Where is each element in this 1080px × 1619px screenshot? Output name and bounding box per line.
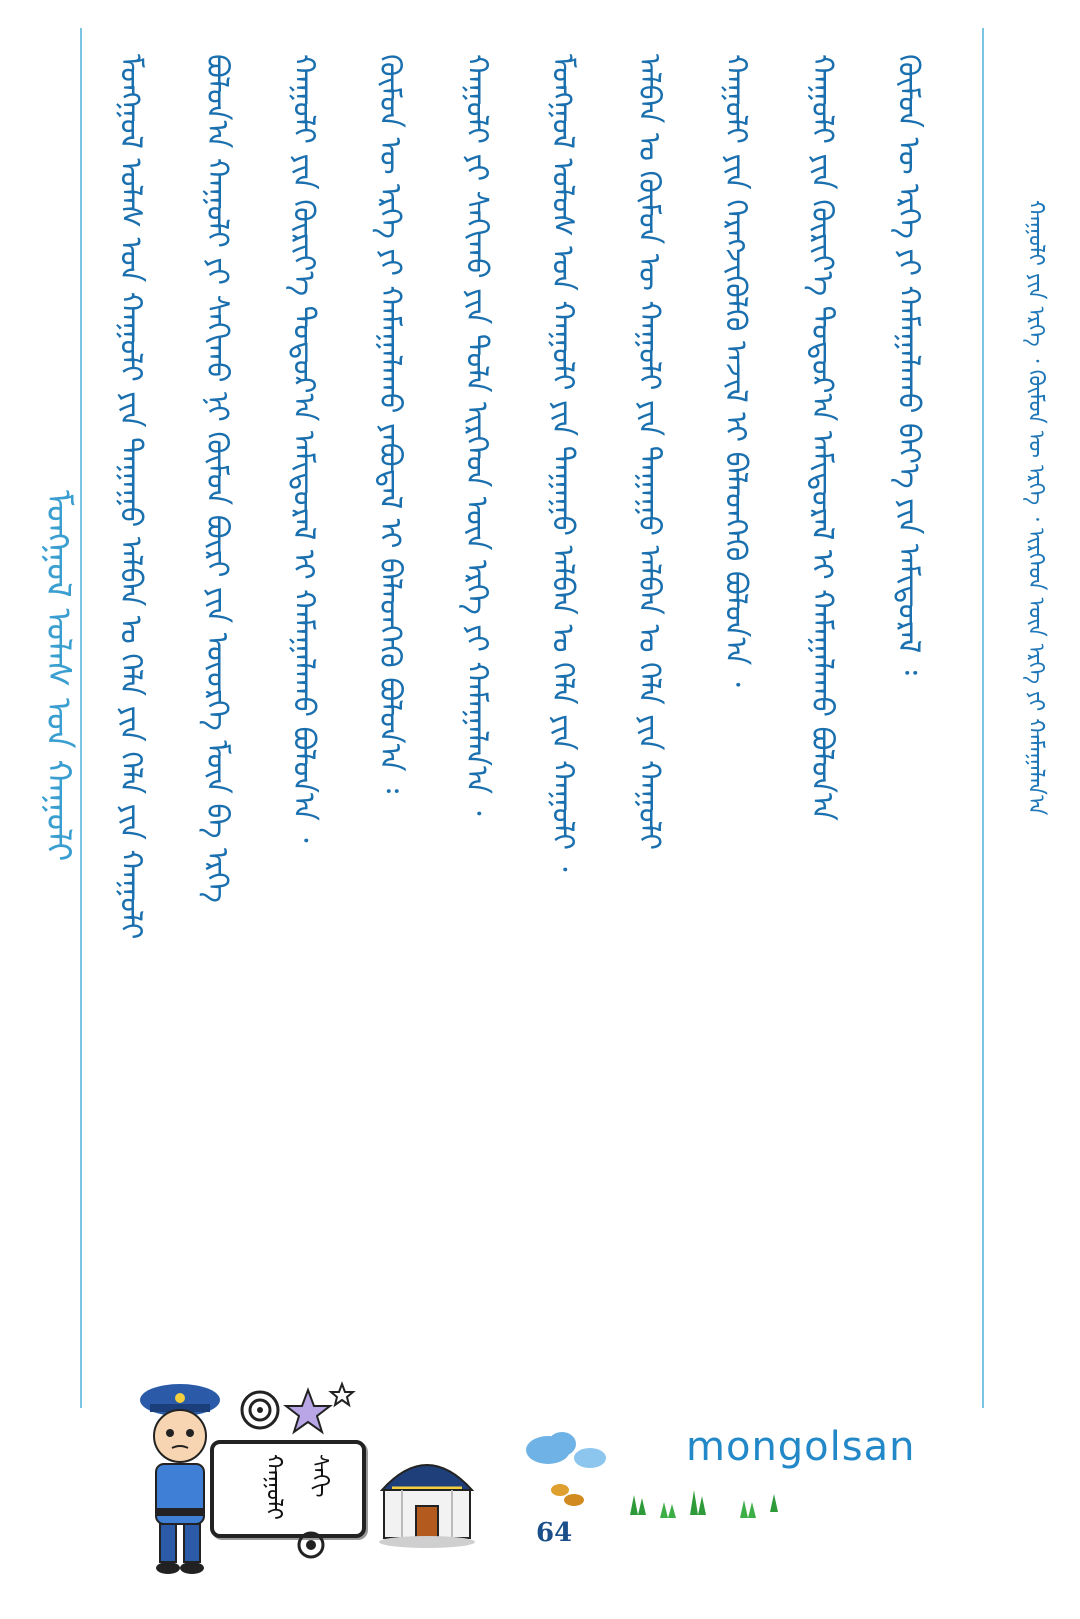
- body-text: [104, 54, 934, 1414]
- page-number: 64: [536, 1518, 573, 1548]
- right-margin-rule: [982, 28, 984, 1408]
- text-column: ᠪᠣᠯᠤᠨ᠎ᠠ ᠬᠠᠭᠤᠯᠢ ᠶᠢ ᠰᠠᠬᠢᠬᠤ ᠨᠢ ᠬᠦᠮᠦᠨ ᠪᠦᠷᠢ ᠶᠢᠨ ᠦᠦᠷᠭᠡ ᠮᠥᠨ ᠪᠠ ᠡᠷᠬᠡ: [199, 54, 235, 903]
- decorative-swirls: [238, 1380, 358, 1440]
- text-column: ᠮᠣᠩᠭᠣᠯ ᠤᠯᠠᠰ ᠤᠨ ᠬᠠᠭᠤᠯᠢ ᠶᠢᠨ ᠳᠠᠭᠠᠭᠤ ᠠᠯᠪᠠᠨ ᠤ ᠬᠡᠯᠡ ᠶᠢᠨ ᠬᠡᠯᠡ ᠶᠢᠨ ᠬᠠᠭᠤᠯᠢ: [113, 54, 148, 940]
- text-column: ᠬᠠᠭᠤᠯᠢ ᠶᠢ ᠰᠠᠬᠢᠬᠤ ᠶᠢᠨ ᠳᠤᠯᠠ ᠢᠷᠭᠡᠳ ᠦᠨ ᠡᠷᠬᠡ ᠶᠢ ᠬᠠᠮᠠᠭᠠᠯᠠᠨ᠎ᠠ ᠂: [458, 54, 494, 816]
- speech-sign: [210, 1440, 366, 1538]
- stones-illustration: [548, 1480, 588, 1510]
- sign-text: ᠰᠠᠬᠢ: [307, 1454, 332, 1498]
- text-column: ᠬᠦᠮᠦᠨ ᠦ ᠡᠷᠬᠡ ᠶᠢ ᠬᠠᠮᠠᠭᠠᠯᠠᠬᠤ ᠶᠠᠪᠤᠳᠠᠯ ᠢ ᠪᠡᠯᠡᠳᠬᠡᠬᠦ ᠪᠣᠯᠤᠨ᠎ᠠ ᠄: [372, 54, 408, 794]
- sign-text: ᠬᠠᠭᠤᠯᠢ: [261, 1454, 286, 1520]
- text-column: ᠬᠠᠭᠤᠯᠢ ᠶᠢᠨ ᠬᠦᠷᠢᠶ᠎ᠡ ᠳᠣᠲᠣᠷ᠎ᠠ ᠠᠮᠢᠳᠤᠷᠠᠯ ᠢ ᠬᠠᠮᠠᠭᠠᠯᠠᠬᠤ ᠪᠣᠯᠤᠨ᠎ᠠ: [804, 54, 840, 821]
- brand-watermark: mongolsan: [686, 1424, 916, 1470]
- running-header: ᠮᠣᠩᠭᠣᠯ ᠤᠯᠠᠰ ᠤᠨ ᠬᠠᠭᠤᠯᠢ: [38, 490, 78, 862]
- footnote: ᠬᠠᠭᠤᠯᠢ ᠶᠢᠨ ᠡᠷᠬᠡ ᠂ ᠬᠦᠮᠦᠨ ᠦ ᠡᠷᠬᠡ ᠂ ᠢᠷᠭᠡᠳ ᠦᠨ ᠡᠷᠬᠡ ᠶᠢ ᠬᠠᠮᠠᠭᠠᠯᠠᠨ᠎ᠠ: [1023, 200, 1048, 816]
- text-column: ᠠᠯᠪᠠᠨ ᠤ ᠬᠦᠮᠦᠨ ᠦ ᠬᠠᠭᠤᠯᠢ ᠶᠢᠨ ᠳᠠᠭᠠᠭᠤ ᠠᠯᠪᠠᠨ ᠤ ᠬᠡᠯᠡ ᠶᠢᠨ ᠬᠠᠭᠤᠯᠢ: [631, 54, 667, 851]
- text-column: ᠬᠦᠮᠦᠨ ᠦ ᠡᠷᠬᠡ ᠶᠢ ᠬᠠᠮᠠᠭᠠᠯᠠᠬᠤ ᠪᠡᠶ᠎ᠡ ᠶᠢᠨ ᠠᠮᠢᠳᠤᠷᠠᠯ ᠄: [890, 54, 926, 675]
- text-column: ᠮᠣᠩᠭᠣᠯ ᠤᠯᠤᠰ ᠤᠨ ᠬᠠᠭᠤᠯᠢ ᠶᠢᠨ ᠳᠠᠭᠠᠭᠤ ᠠᠯᠪᠠᠨ ᠤ ᠬᠡᠯᠡ ᠶᠢᠨ ᠬᠠᠭᠤᠯᠢ ᠂: [545, 54, 581, 872]
- text-column: ᠬᠠᠭᠤᠯᠢ ᠶᠢᠨ ᠬᠦᠷᠢᠶ᠎ᠡ ᠳᠣᠲᠣᠷ᠎ᠠ ᠠᠮᠢᠳᠤᠷᠠᠯ ᠢ ᠬᠠᠮᠠᠭᠠᠯᠠᠬᠤ ᠪᠣᠯᠤᠨ᠎ᠠ ᠂: [285, 54, 321, 843]
- cloud-illustration: [520, 1428, 610, 1478]
- swirl-icon: [296, 1530, 326, 1560]
- ger-illustration: [372, 1440, 482, 1550]
- text-column: ᠬᠠᠭᠤᠯᠢ ᠶᠢᠨ ᠬᠡᠷᠡᠭᠵᠢᠭᠦᠯᠬᠦ ᠠᠵᠢᠯ ᠢ ᠪᠡᠯᠡᠳᠬᠡᠬᠦ ᠪᠣᠯᠤᠨ᠎ᠠ ᠂: [718, 54, 754, 687]
